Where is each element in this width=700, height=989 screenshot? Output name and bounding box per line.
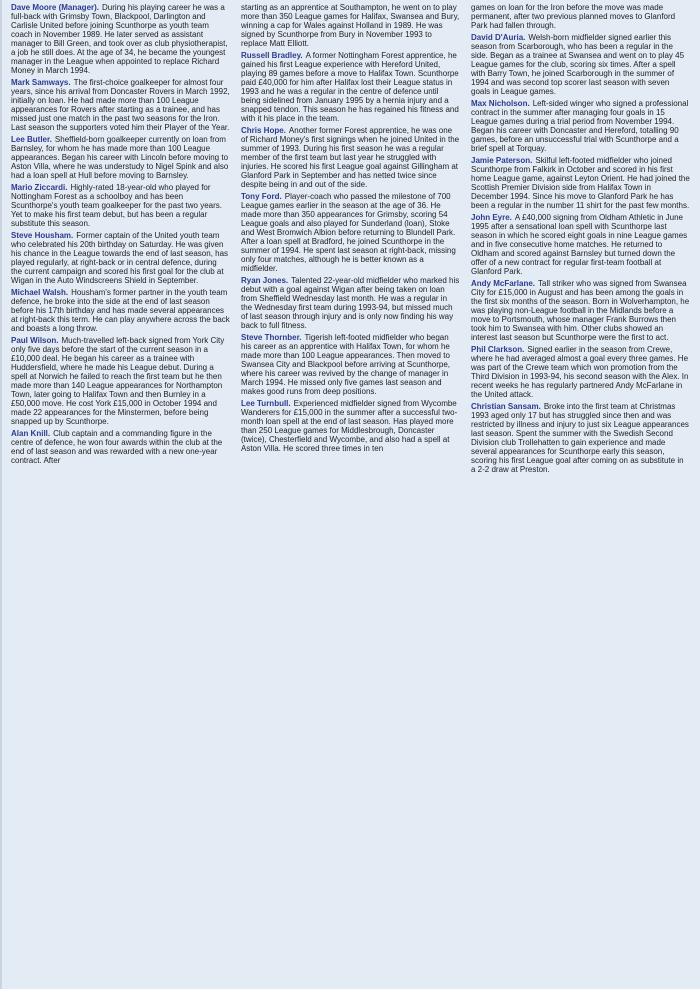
player-name: Paul Wilson. <box>11 336 59 345</box>
profile-text: Welsh-born midfielder signed earlier this season from Scarborough, who has been a regular in the side. Began as a trainee at Swansea and went on to play 45 League games for the club, scoring six times. After a spell with Barry Town, he joined Scarborough in the summer of 1994 and was second top scorer last season with seven goals in League games. <box>471 33 685 96</box>
player-profile <box>241 126 460 189</box>
player-profile <box>11 231 230 285</box>
player-name: Lee Butler. <box>11 135 52 144</box>
profile-text: The first-choice goalkeeper for almost four years, since his arrival from Doncaster Rovers in March 1992, initially on loan. He had made more than 100 League appearances for Rovers after starting as a trainee, and has missed just one match in the past two seasons for the Iron. Last season the supporters voted him their Player of the Year. <box>11 78 230 132</box>
profile-text: Former captain of the United youth team who celebrated his 20th birthday on Saturday. He was given his chance in the League towards the end of last season, has played regularly, at right-back or in central defence, during the current campaign and scored his first goal for the club at Wigan in the Auto Windscreens Shield in September. <box>11 231 229 285</box>
player-profile <box>471 345 690 399</box>
player-profile <box>241 192 460 273</box>
page-edge-shadow <box>0 0 2 989</box>
player-profile <box>11 336 230 426</box>
player-profile <box>471 279 690 342</box>
player-name: Jamie Paterson. <box>471 156 533 165</box>
player-profile <box>241 3 460 48</box>
player-profile <box>471 3 690 30</box>
player-profile <box>11 78 230 132</box>
profile-text: A £40,000 signing from Oldham Athletic in June 1995 after a sensational loan spell with Scunthorpe last season in which he scored eight goals in nine League games and in five consecutive home matches. He returned to Oldham and scored against Barnsley but turned down the offer of a new contract for regular first-team football at Glanford Park. <box>471 213 688 276</box>
player-name: Steve Thornber. <box>241 333 302 342</box>
player-name: Max Nicholson. <box>471 99 530 108</box>
profile-text: Player-coach who passed the milestone of 700 League games earlier in the season at the age of 36. He made more than 350 appearances for Grimsby, scoring 54 League goals and also played for Sunderland (loan), Stoke and West Bromwich Albion before returning to Blundell Park. After a loan spell at Bradford, he joined Scunthorpe in the summer of 1994. He spent last season at right-back, missing only four matches, although he is better known as a midfielder. <box>241 192 456 273</box>
profile-text: Left-sided winger who signed a professional contract in the summer after managing four goals in 15 League games during a trial period from November 1994. Began his career with Doncaster and Hereford, totalling 90 games, before an unsuccessful trial with Scunthorpe and a brief spell at Torquay. <box>471 99 689 153</box>
column-1 <box>11 3 230 989</box>
player-profile <box>11 288 230 333</box>
player-name: Ryan Jones. <box>241 276 289 285</box>
profile-text: Experienced midfielder signed from Wycombe Wanderers for £15,000 in the summer after a successful two-month loan spell at the end of last season. Has played more than 250 League games for Middlesbrough, Doncaster (twice), Chesterfield and Wycombe, and also had a spell at Aston Villa. He scored three times in ten <box>241 399 458 453</box>
profile-text: Much-travelled left-back signed from York City only five days before the start of the current season in a £10,000 deal. He began his career as a trainee with Huddersfield, where he made his League debut. During a spell at Norwich he failed to reach the first team but he then made more than 140 League appearances for Northampton Town, later going to Halifax Town and then Burnley in a £50,000 move. He cost York £15,000 in October 1994 and made 22 appearances for the Minstermen, before being snapped up by Scunthorpe. <box>11 336 225 426</box>
player-profile <box>241 276 460 330</box>
player-name: John Eyre. <box>471 213 512 222</box>
profile-text: Highly-rated 18-year-old who played for Nottingham Forest as a schoolboy and has been Scunthorpe's youth team goalkeeper for the past two years. Yet to make his first team debut, but has been a regular substitute this season. <box>11 183 222 228</box>
player-profile <box>241 399 460 453</box>
profile-text: Tall striker who was signed from Swansea City for £15,000 in August and has been among the goals in the first six months of the season. Born in Wolverhampton, he was playing non-League football in the Midlands before a move to Portsmouth, whose manager Frank Burrows then took him to Swansea with him. Other clubs showed an interest last season but Scunthorpe were the first to act. <box>471 279 690 342</box>
player-name: Alan Knill. <box>11 429 51 438</box>
player-name: Christian Sansam. <box>471 402 541 411</box>
player-name: Russell Bradley. <box>241 51 303 60</box>
player-profile <box>471 99 690 153</box>
profile-text: A former Nottingham Forest apprentice, he gained his first League experience with Hereford United, playing 89 games before a move to Halifax Town. Scunthorpe paid £40,000 for him after Halifax lost their League status in 1993 and he was a regular in the centre of defence until being sidelined from January 1995 by a hernia injury and a snapped tendon. This season he has regained his fitness and with it his place in the team. <box>241 51 459 123</box>
profile-text: Talented 22-year-old midfielder who marked his debut with a goal against Wigan after being taken on loan from Sheffield Wednesday last month. He was a regular in the Wednesday first team during 1993-94, but missed much of last season through injury and is only now finding his way back to full fitness. <box>241 276 460 330</box>
profile-text: Skilful left-footed midfielder who joined Scunthorpe from Falkirk in October and scored in his first home League game, against Leyton Orient. He had joined the Scottish Premier Division side from Halifax Town in December 1994. Since his move to Glanford Park he has been a regular in the number 11 shirt for the past few months. <box>471 156 690 210</box>
player-name: Dave Moore (Manager). <box>11 3 100 12</box>
player-profile <box>471 33 690 96</box>
player-name: David D'Auria. <box>471 33 526 42</box>
player-name: Mario Ziccardi. <box>11 183 68 192</box>
profile-text: Sheffield-born goalkeeper currently on loan from Barnsley, for whom he has made more than 100 League appearances. Began his career with Lincoln before moving to Aston Villa, where he was understudy to Nigel Spink and also had a loan spell at Hull before moving to Barnsley. <box>11 135 229 180</box>
column-2 <box>241 3 460 989</box>
player-profile <box>11 429 230 465</box>
player-name: Phil Clarkson. <box>471 345 525 354</box>
profile-text: During his playing career he was a full-back with Grimsby Town, Blackpool, Darlington and Carlisle United before joining Scunthorpe as youth team coach in November 1989. He later served as assistant manager to Bill Green, and took over as club physiotherapist, a job he still does. At the age of 34, he became the youngest manager in the League when appointed to replace Richard Money in March 1994. <box>11 3 228 75</box>
profile-text: Another former Forest apprentice, he was one of Richard Money's first signings when he joined United in the summer of 1993. During his first season he was a regular member of the first team but last year he struggled with injuries. He scored his first League goal against Gillingham at Glanford Park in September and has netted twice since despite being in and out of the side. <box>241 126 460 189</box>
player-profile <box>471 213 690 276</box>
player-profile <box>241 333 460 396</box>
profile-text: games on loan for the Iron before the move was made permanent, after two previous planned moves to Glanford Park had fallen through. <box>471 3 676 30</box>
player-profile <box>11 3 230 75</box>
player-profile <box>241 51 460 123</box>
profile-text: starting as an apprentice at Southampton, he went on to play more than 350 League games for Halifax, Swansea and Bury, winning a cap for Wales against Holland in 1989. He was signed by Scunthorpe from Bury in November 1993 to replace Matt Elliott. <box>241 3 460 48</box>
player-profile <box>471 156 690 210</box>
profile-text: Tigerish left-footed midfielder who began his career as an apprentice with Halifax Town, for whom he made more than 100 League appearances. Then moved to Swansea City and Blackpool before arriving at Scunthorpe, where his career was revived by the change of manager in March 1994. He missed only five games last season and makes good runs from deep positions. <box>241 333 451 396</box>
player-name: Steve Housham. <box>11 231 74 240</box>
player-name: Mark Samways. <box>11 78 71 87</box>
profile-text: Housham's former partner in the youth team defence, he broke into the side at the end of last season before his 17th birthday and has made several appearances at right-back this term. He can play anywhere across the back and boasts a long throw. <box>11 288 230 333</box>
column-3 <box>471 3 690 989</box>
player-name: Andy McFarlane. <box>471 279 536 288</box>
player-name: Chris Hope. <box>241 126 286 135</box>
player-name: Tony Ford. <box>241 192 282 201</box>
profile-text: Broke into the first team at Christmas 1993 aged only 17 but has struggled since then and was restricted by illness and injury to just six League appearances last season. Spent the summer with the Swedish Second Division club Trollehatten to gain experience and made several appearances for Scunthorpe early this season, scoring his first League goal after coming on as substitute in a 2-2 draw at Preston. <box>471 402 689 474</box>
player-name: Lee Turnbull. <box>241 399 291 408</box>
profile-text: Club captain and a commanding figure in the centre of defence, he won four awards within the club at the end of last season and was rewarded with a new one-year contract. After <box>11 429 223 465</box>
player-profile <box>11 183 230 228</box>
player-name: Michael Walsh. <box>11 288 69 297</box>
player-profile <box>471 402 690 474</box>
profile-text: Signed earlier in the season from Crewe, where he had averaged almost a goal every three games. He was part of the Crewe team which won promotion from the Third Division in 1993-94, his second season with the Alex. In recent weeks he has regularly partnered Andy McFarlane in the United attack. <box>471 345 689 399</box>
player-profile <box>11 135 230 180</box>
